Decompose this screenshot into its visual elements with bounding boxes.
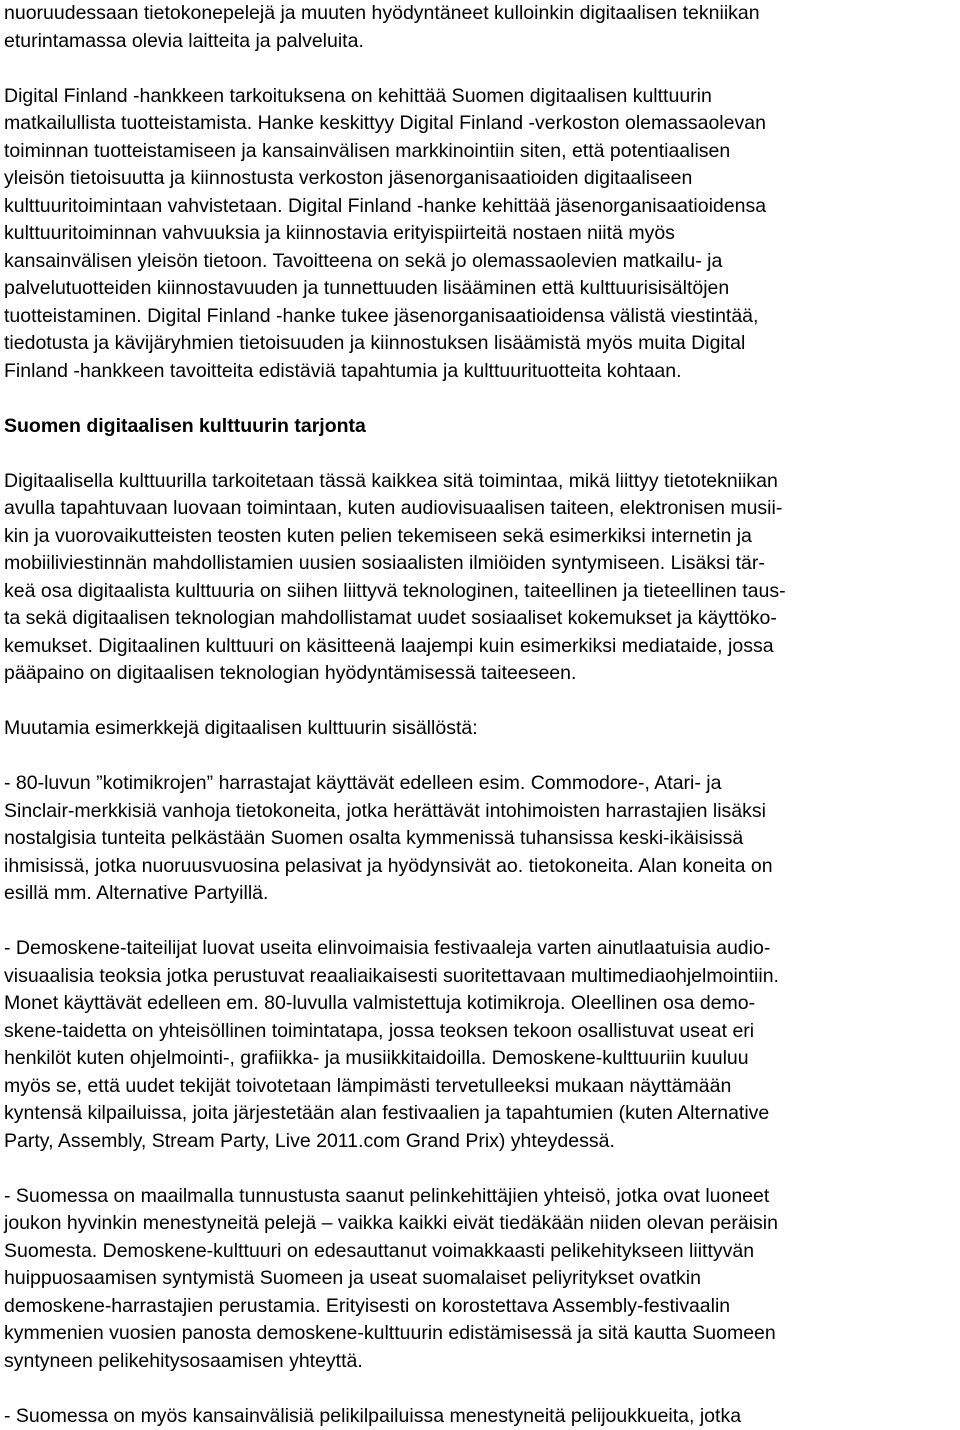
text-line: palvelutuotteiden kiinnostavuuden ja tunnettuuden lisääminen että kulttuurisisältöjen <box>4 277 730 299</box>
paragraph-gap <box>4 440 956 468</box>
text-line: kemukset. Digitaalinen kulttuuri on käsitteenä laajempi kuin esimerkiksi mediataide, jossa <box>4 634 774 657</box>
paragraph-gap <box>4 385 956 413</box>
examples-intro: Muutamia esimerkkejä digitaalisen kulttuurin sisällöstä: <box>4 717 478 739</box>
text-line: kymmenien vuosien panosta demoskene-kulttuurin edistämisessä ja sitä kautta Suomeen <box>4 1322 776 1344</box>
text-line: nuoruudessaan tietokonepelejä ja muuten hyödyntäneet kulloinkin digitaalisen tekniikan <box>4 2 760 24</box>
text-line: eturintamassa olevia laitteita ja palveluita. <box>4 29 364 52</box>
text-line: ta sekä digitaalisen teknologian mahdollistamat uudet sosiaaliset kokemukset ja käyttöko- <box>4 607 777 629</box>
text-line: keä osa digitaalista kulttuuria on siihen liittyvä teknologinen, taiteellinen ja tieteellinen taus- <box>4 579 786 602</box>
text-line: joukon hyvinkin menestyneitä pelejä – vaikka kaikki eivät tiedäkään niiden olevan peräisin <box>4 1212 778 1234</box>
text-line: - Suomessa on maailmalla tunnustusta saanut pelinkehittäjien yhteisö, jotka ovat luoneet <box>4 1184 770 1207</box>
paragraph-gap <box>4 55 956 83</box>
document-page <box>4 0 956 1430</box>
text-line: kulttuuritoimintaan vahvistetaan. Digital Finland -hanke kehittää jäsenorganisaatioidensa <box>4 194 767 217</box>
project-paragraph <box>4 83 956 386</box>
text-line: syntyneen pelikehitysosaamisen yhteyttä. <box>4 1349 363 1372</box>
paragraph-gap <box>4 743 956 771</box>
intro-paragraph <box>4 0 956 55</box>
text-line: - Demoskene-taiteilijat luovat useita elinvoimaisia festivaaleja varten ainutlaatuisia audio- <box>4 937 771 959</box>
text-line: skene-taidetta on yhteisöllinen toimintatapa, jossa teoksen tekoon osallistuvat useat eri <box>4 1019 755 1042</box>
text-line: kin ja vuorovaikutteisten teosten kuten pelien tekemiseen sekä esimerkiksi internetin ja <box>4 524 752 547</box>
paragraph-gap <box>4 1155 956 1183</box>
paragraph-gap <box>4 908 956 936</box>
text-line: Finland -hankkeen tavoitteita edistäviä tapahtumia ja kulttuurituotteita kohtaan. <box>4 359 682 382</box>
example-item-retro-computers <box>4 770 956 908</box>
text-line: esillä mm. Alternative Partyillä. <box>4 882 269 904</box>
text-line: avulla tapahtuvaan luovaan toimintaan, kuten audiovisuaalisen taiteen, elektronisen musii- <box>4 497 783 519</box>
text-line: yleisön tietoisuutta ja kiinnostusta verkoston jäsenorganisaatioiden digitaaliseen <box>4 167 693 189</box>
paragraph-gap <box>4 1375 956 1403</box>
text-line: Party, Assembly, Stream Party, Live 2011.com Grand Prix) yhteydessä. <box>4 1129 615 1152</box>
text-line: pääpaino on digitaalisen teknologian hyödyntämisessä taiteeseen. <box>4 662 577 684</box>
paragraph-gap <box>4 688 956 716</box>
text-line: Digitaalisella kulttuurilla tarkoitetaan tässä kaikkea sitä toimintaa, mikä liittyy tietotekniikan <box>4 469 778 492</box>
text-line: myös se, että uudet tekijät toivotetaan lämpimästi tervetulleeksi mukaan näyttämään <box>4 1074 732 1097</box>
text-line: demoskene-harrastajien perustamia. Erityisesti on korostettava Assembly-festivaalin <box>4 1294 731 1317</box>
text-line: - 80-luvun ”kotimikrojen” harrastajat käyttävät edelleen esim. Commodore-, Atari- ja <box>4 772 722 794</box>
text-line: henkilöt kuten ohjelmointi-, grafiikka- ja musiikkitaidoilla. Demoskene-kulttuuriin kuuluu <box>4 1047 749 1069</box>
text-line: ihmisissä, jotka nuoruusvuosina pelasivat ja hyödynsivät ao. tietokoneita. Alan koneita on <box>4 854 773 877</box>
text-line: visuaalisia teoksia jotka perustuvat reaaliaikaisesti suoritettavaan multimediaohjelmointiin. <box>4 964 779 987</box>
example-item-game-developers <box>4 1183 956 1376</box>
text-line: kansainvälisen yleisön tietoon. Tavoitteena on sekä jo olemassaolevien matkailu- ja <box>4 249 723 272</box>
text-line: - Suomessa on myös kansainvälisiä pelikilpailuissa menestyneitä pelijoukkueita, jotka <box>4 1404 742 1427</box>
text-line: tiedotusta ja kävijäryhmien tietoisuuden ja kiinnostuksen lisäämistä myös muita Digital <box>4 332 746 354</box>
example-item-demoscene <box>4 935 956 1155</box>
text-line: tuotteistaminen. Digital Finland -hanke tukee jäsenorganisaatioidensa välistä viestintää, <box>4 304 759 327</box>
text-line: kyntensä kilpailuissa, joita järjestetään alan festivaalien ja tapahtumien (kuten Alternative <box>4 1102 770 1124</box>
text-line: matkailullista tuotteistamista. Hanke keskittyy Digital Finland -verkoston olemassaolevan <box>4 112 766 134</box>
text-line: kulttuuritoiminnan vahvuuksia ja kiinnostavia erityispiirteitä nostaen niitä myös <box>4 222 675 244</box>
text-line: Suomesta. Demoskene-kulttuuri on edesauttanut voimakkaasti pelikehitykseen liittyvän <box>4 1239 755 1262</box>
text-line: toiminnan tuotteistamiseen ja kansainvälisen markkinointiin siten, että potentiaalisen <box>4 139 731 162</box>
text-line: Digital Finland -hankkeen tarkoituksena on kehittää Suomen digitaalisen kulttuurin <box>4 84 712 107</box>
definition-paragraph <box>4 468 956 688</box>
text-line: Sinclair-merkkisiä vanhoja tietokoneita, jotka herättävät intohimoisten harrastajien lisäksi <box>4 799 766 822</box>
text-line: Monet käyttävät edelleen em. 80-luvulla valmistettuja kotimikroja. Oleellinen osa demo- <box>4 992 756 1014</box>
text-line: mobiiliviestinnän mahdollistamien uusien sosiaalisten ilmiöiden syntymiseen. Lisäksi tär- <box>4 552 765 574</box>
text-line: nostalgisia tunteita pelkästään Suomen osalta kymmenissä tuhansissa keski-ikäisissä <box>4 827 744 849</box>
section-heading: Suomen digitaalisen kulttuurin tarjonta <box>4 414 366 437</box>
text-line: huippuosaamisen syntymistä Suomeen ja useat suomalaiset peliyritykset ovatkin <box>4 1267 701 1289</box>
example-item-esports-teams <box>4 1403 956 1430</box>
